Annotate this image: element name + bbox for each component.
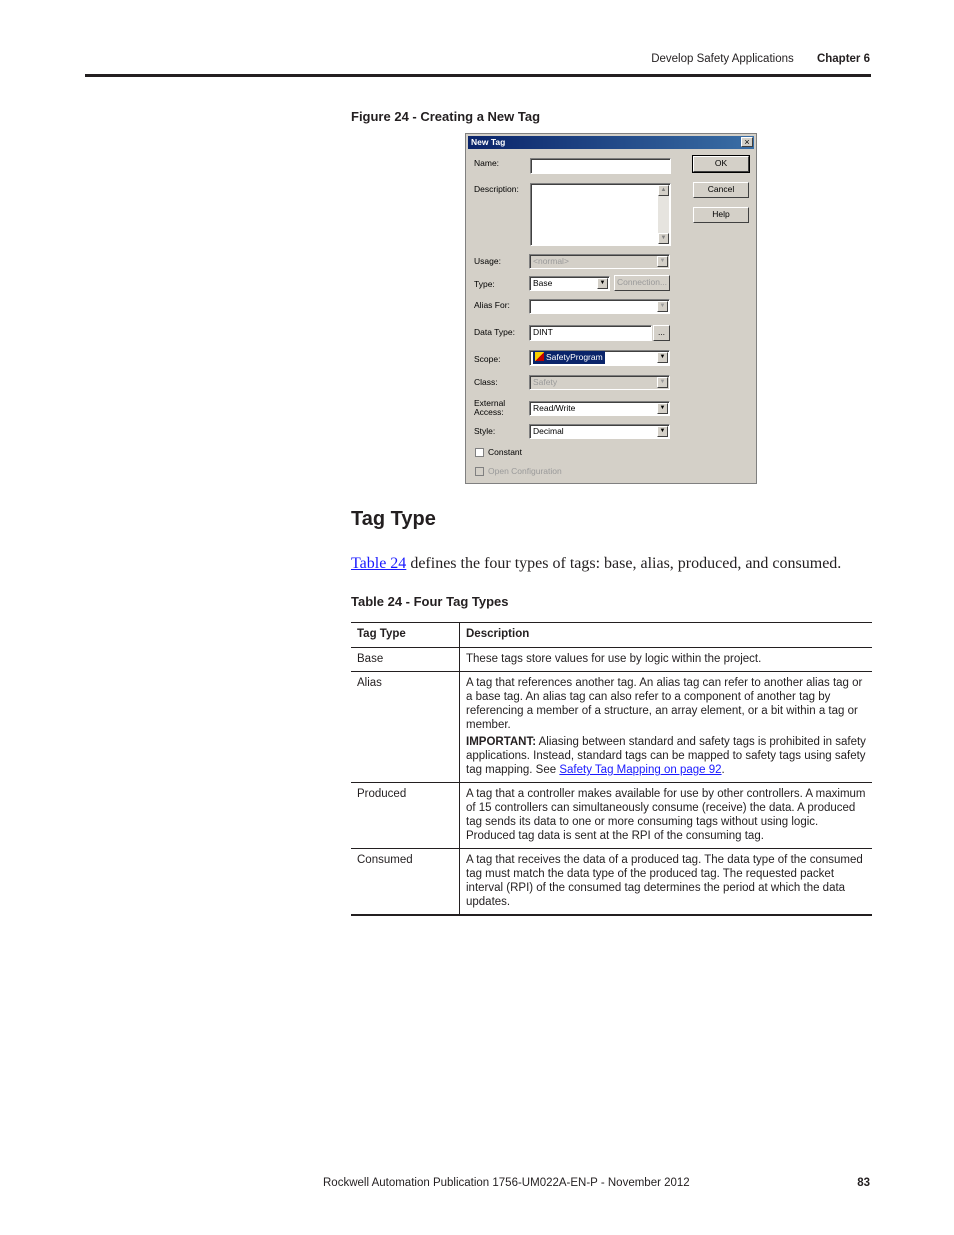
scope-select[interactable]: [529, 350, 670, 366]
header-rule: [85, 74, 871, 77]
name-input[interactable]: [530, 158, 671, 174]
section-title: Tag Type: [351, 508, 436, 530]
external-access-label: [474, 399, 505, 417]
scope-value: SafetyProgram: [546, 352, 603, 362]
footer-publication: Rockwell Automation Publication 1756-UM022A-EN-P - November 2012: [323, 1177, 690, 1189]
close-button[interactable]: ×: [741, 137, 753, 147]
tag-type-cell: Alias: [351, 672, 460, 783]
ok-button[interactable]: OK: [693, 156, 749, 172]
type-value: Base: [533, 278, 553, 288]
usage-value: <normal>: [533, 256, 569, 266]
data-type-browse-button[interactable]: ...: [653, 325, 670, 341]
style-value: Decimal: [533, 426, 564, 436]
description-cell: A tag that a controller makes available for use by other controllers. A maximum of 15 controllers can simultaneously consume (receive) the data. A produced tag sends its data to one or more consuming tags without using logic. Produced tag data is sent at the RPI of the consuming tag.: [460, 783, 873, 849]
dialog-title-bar: [468, 136, 754, 149]
scope-label: Scope:: [474, 354, 501, 364]
important-end: .: [721, 764, 725, 776]
header-chapter: Chapter 6: [816, 53, 870, 65]
description-cell: [460, 672, 873, 783]
figure-caption: Figure 24 - Creating a New Tag: [351, 109, 541, 124]
important-note: [466, 735, 866, 777]
connection-button[interactable]: Connection...: [614, 275, 670, 291]
data-type-label: Data Type:: [474, 327, 515, 337]
chevron-down-icon: ▼: [597, 278, 608, 289]
chevron-down-icon: ▼: [657, 403, 668, 414]
tag-type-cell: Consumed: [351, 849, 460, 916]
alias-for-select[interactable]: [529, 299, 670, 314]
description-scrollbar[interactable]: [658, 185, 669, 244]
external-access-value: Read/Write: [533, 403, 576, 413]
running-header: [651, 53, 870, 65]
external-access-select[interactable]: [529, 401, 670, 416]
tag-type-cell: Produced: [351, 783, 460, 849]
open-configuration-label: Open Configuration: [488, 466, 562, 476]
table-caption: Table 24 - Four Tag Types: [351, 594, 509, 609]
scroll-down-icon[interactable]: ▼: [658, 233, 669, 244]
type-label: Type:: [474, 279, 495, 289]
class-select[interactable]: [529, 375, 670, 390]
class-value: Safety: [533, 377, 558, 387]
important-text: Aliasing between standard and safety tags is prohibited in safety applications. Instead, standard tags can be mapped to safety tags using safety tag mapping. See: [466, 736, 866, 776]
data-type-input[interactable]: DINT: [529, 325, 652, 341]
safety-tag-mapping-link[interactable]: Safety Tag Mapping on page 92: [559, 764, 722, 776]
table-row: [351, 849, 872, 916]
alias-for-label: Alias For:: [474, 300, 510, 310]
tag-types-table: [351, 622, 872, 916]
description-cell: These tags store values for use by logic within the project.: [460, 648, 873, 672]
description-cell: A tag that receives the data of a produced tag. The data type of the consumed tag must match the data type of the produced tag. The requested packet interval (RPI) of the consumed tag determines the period at which the data updates.: [460, 849, 873, 916]
chevron-down-icon: ▼: [657, 377, 668, 388]
intro-text: defines the four types of tags: base, alias, produced, and consumed.: [406, 555, 842, 572]
style-select[interactable]: [529, 424, 670, 439]
table-row: [351, 783, 872, 849]
cancel-button[interactable]: Cancel: [693, 182, 749, 198]
help-button[interactable]: Help: [693, 207, 749, 223]
table-24-link[interactable]: Table 24: [351, 555, 407, 572]
scope-selection: [533, 351, 605, 364]
constant-label: Constant: [488, 447, 523, 457]
scroll-up-icon[interactable]: ▲: [658, 185, 669, 196]
safety-program-icon: [535, 352, 544, 361]
tag-type-cell: Base: [351, 648, 460, 672]
chevron-down-icon: ▼: [657, 426, 668, 437]
table-header-row: [351, 623, 872, 648]
table-row: [351, 672, 872, 783]
name-label: Name:: [474, 158, 500, 168]
description-textarea[interactable]: [530, 183, 671, 246]
type-select[interactable]: [529, 276, 610, 291]
table-row: [351, 648, 872, 672]
dialog-title: New Tag: [471, 137, 506, 147]
column-header: Tag Type: [351, 623, 460, 648]
chevron-down-icon: ▼: [657, 352, 668, 363]
external-access-label-line2: Access:: [474, 407, 504, 417]
constant-checkbox[interactable]: [475, 448, 484, 457]
intro-paragraph: [351, 555, 841, 573]
page-number: 83: [857, 1177, 870, 1189]
chevron-down-icon: ▼: [657, 256, 668, 267]
style-label: Style:: [474, 426, 496, 436]
chevron-down-icon: ▼: [657, 301, 668, 312]
open-configuration-checkbox[interactable]: [475, 467, 484, 476]
important-label: IMPORTANT:: [466, 736, 537, 748]
class-label: Class:: [474, 377, 498, 387]
column-header: Description: [460, 623, 873, 648]
external-access-label-line1: External: [474, 398, 506, 408]
usage-label: Usage:: [474, 256, 501, 266]
new-tag-dialog: [465, 133, 757, 484]
usage-select[interactable]: [529, 254, 670, 269]
description-label: Description:: [474, 184, 519, 194]
header-section: Develop Safety Applications: [651, 53, 794, 65]
alias-description: A tag that references another tag. An alias tag can refer to another alias tag or a base tag. An alias tag can also refer to a component of another tag by referencing a member of a structure, an array element, or a bit within a tag or member.: [466, 677, 863, 731]
